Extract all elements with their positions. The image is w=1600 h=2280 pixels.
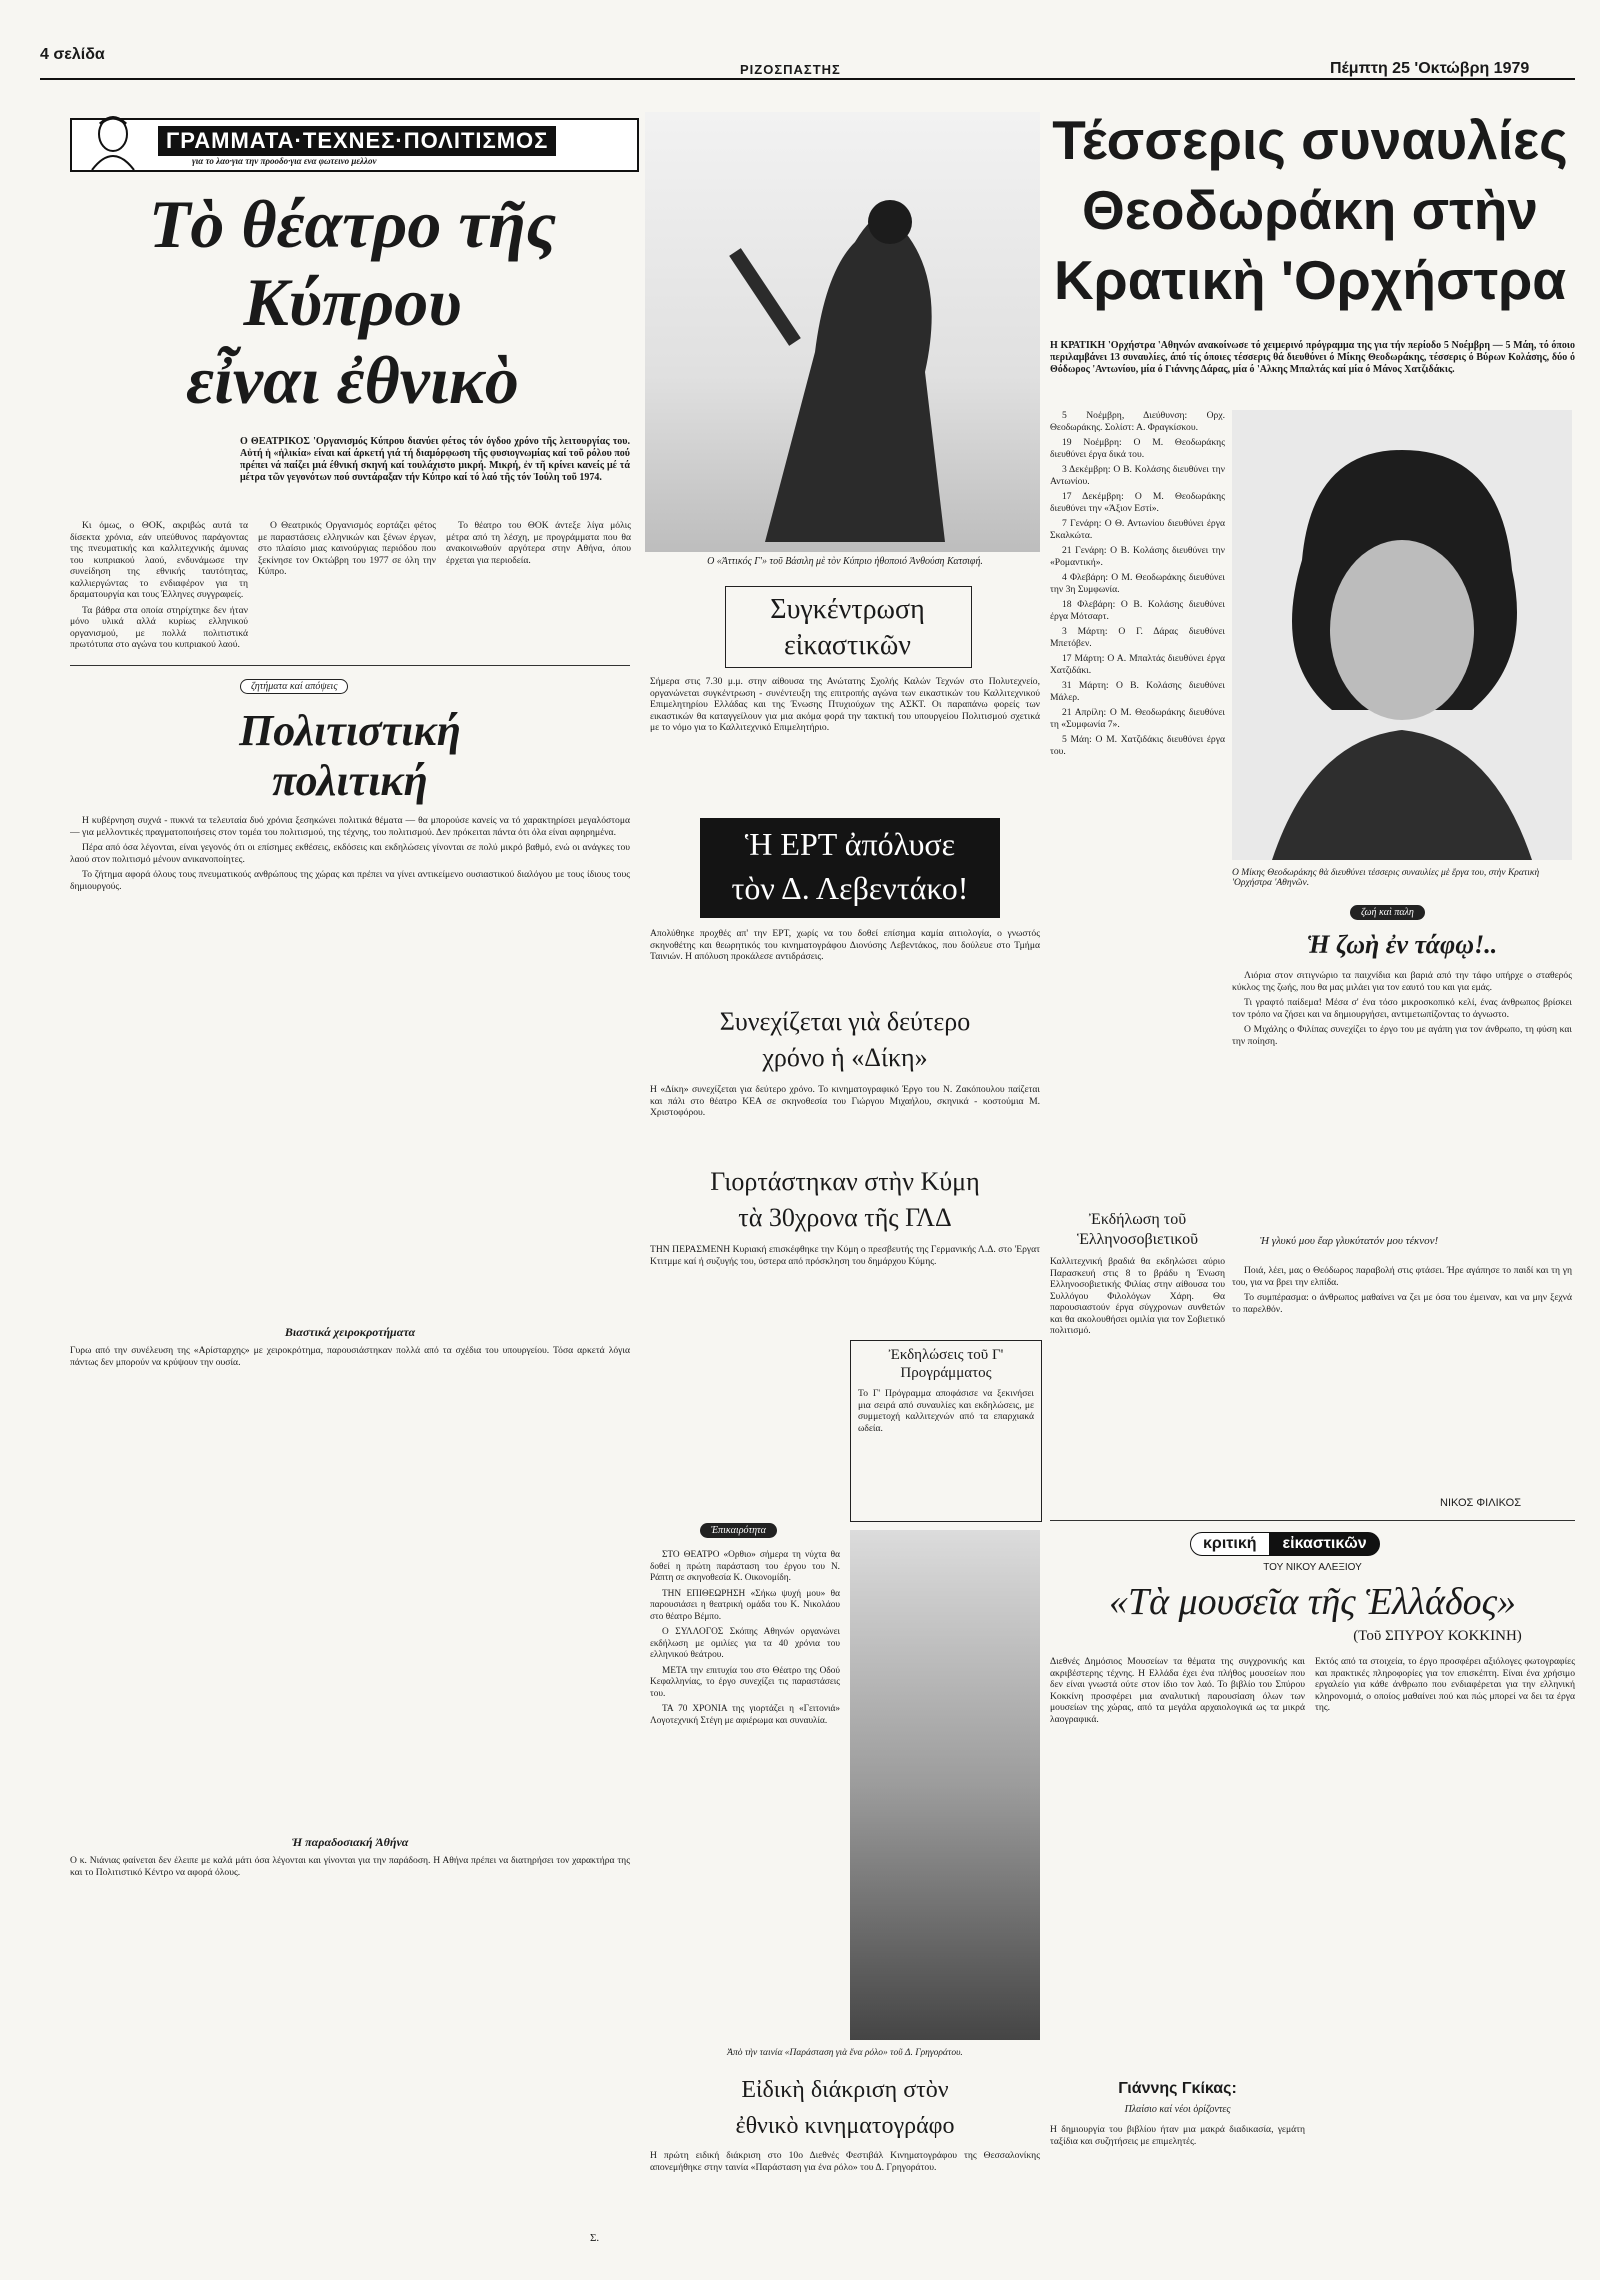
- statue-caption: Ο «Ἀττικός Γ'» τοῦ Βάσιλη μὲ τὸν Κύπριο ἡθοποιό Ἀνθούση Κατσιφή.: [707, 556, 983, 567]
- exhibition-headline-line1: Συγκέντρωση: [770, 594, 925, 625]
- cultural-policy-headline-line1: Πολιτιστική: [239, 706, 461, 755]
- exhibition-headline: [725, 592, 970, 664]
- cultural-policy-tag-wrap: [240, 676, 348, 694]
- schedule-item: 3 Δεκέμβρη: Ο Β. Κολάσης διευθύνει την Αντωνίου.: [1050, 464, 1225, 487]
- schedule-item: 4 Φλεβάρη: Ο Μ. Θεοδωράκης διευθύνει την 3η Συμφωνία.: [1050, 572, 1225, 595]
- schedule-item: 31 Μάρτη: Ο Β. Κολάσης διευθύνει Μάλερ.: [1050, 680, 1225, 703]
- section-banner-slogan: για το λαο·για την προοδο·για ενα φωτεινο μελλον: [192, 156, 377, 166]
- schedule-item: 17 Μάρτη: Ο Α. Μπαλτάς διευθύνει έργα Χατζιδάκι.: [1050, 653, 1225, 676]
- ert-headline: [700, 818, 1000, 918]
- kymi-headline-line2: τὰ 30χρονα τῆς ΓΛΔ: [738, 1203, 952, 1232]
- agenda-item: ΤΗΝ ΕΠΙΘΕΩΡΗΣΗ «Σήκω ψυχή μου» θα παρουσιάσει η θεατρική ομάδα του Κ. Νικολάου στο θέατρο Βέμπο.: [650, 1588, 840, 1622]
- life-para: Το συμπέρασμα: ο άνθρωπος μαθαίνει να ζει με όσα του έμειναν, και να μην ξεχνά το παρελθόν.: [1232, 1292, 1572, 1315]
- cultural-policy-headline-line2: πολιτική: [272, 756, 428, 805]
- schedule-item: 18 Φλεβάρη: Ο Β. Κολάσης διευθύνει έργα Μότσαρτ.: [1050, 599, 1225, 622]
- schedule-item: 5 Μάη: Ο Μ. Χατζιδάκις διευθύνει έργα του.: [1050, 734, 1225, 757]
- cp-para: Το ζήτημα αφορά όλους τους πνευματικούς ανθρώπους της χώρας και πρέπει να γίνει αντικείμενο ουσιαστικού διαλόγου με τους ίδιους τους δημιουργούς.: [70, 869, 630, 892]
- theodorakis-headline-line2: Θεοδωράκη στὴν: [1081, 179, 1539, 241]
- divider: [1050, 1520, 1575, 1521]
- schedule-item: 3 Μάρτη: Ο Γ. Δάρας διευθύνει Μπετόβεν.: [1050, 626, 1225, 649]
- agenda-item: ΣΤΟ ΘΕΑΤΡΟ «Ορθιο» σήμερα τη νύχτα θα δοθεί η πρώτη παράσταση του έργου του Ν. Ράπτη σε σκηνοθεσία Κ. Οικονομίδη.: [650, 1550, 840, 1583]
- theatre-col2: [258, 520, 436, 655]
- cultural-policy-headline: [70, 706, 630, 806]
- agenda-tag-wrap: [700, 1520, 777, 1538]
- cp-subsection-text: Ο κ. Νιάνιας φαίνεται δεν έλειπε με καλά μάτι όσα λέγονται και γίνονται για την παράδοση. Η Αθήνα πρέπει να διατηρήσει τον χαρακτήρα της και το Πολιτιστικό Κέντρο να αφορά όλους.: [70, 1855, 630, 1878]
- kymi-sidebar-text: Το Γ' Πρόγραμμα αποφάσισε να ξεκινήσει μια σειρά από συναυλίες και εκδηλώσεις, με συμμετοχή καλλιτεχνών από τα επαρχιακά ωδεία.: [858, 1388, 1034, 1434]
- agenda-item: ΜΕΤΑ την επιτυχία του στο Θέατρο της Οδού Κεφαλληνίας, το έργο συνεχίζει τις παραστάσεις του.: [650, 1665, 840, 1699]
- theatre-headline-line3: εἶναι ἐθνικὸ: [186, 342, 519, 418]
- theatre-para: Τα βάθρα στα οποία στηρίχτηκε δεν ήταν μόνο υλικά αλλά κυρίως ελληνικού οργανισμού, με πολλά πολιτιστικά πρωτότυπα στο αγώνα του κυπριακού λαού.: [70, 604, 248, 650]
- life-headline: Ἡ ζωὴ ἐν τάφῳ!..: [1306, 930, 1498, 959]
- theatre-para: Κι όμως, ο ΘΟΚ, ακριβώς αυτά τα δίσεκτα χρόνια, εάν υπεύθυνος παράγοντας της πνευματικής και καλλιτεχνικής άμυνας του κυπριακού λαού, ενδυνάμωσε την συνείδηση της εθνικής ταυτότητας, καλλιεργώντας το ενδιαφέρον για τη δραματουργία και τους Έλληνες συγγραφείς.: [70, 520, 248, 600]
- theatre-headline-line1: Τὸ θέατρο τῆς: [148, 186, 557, 262]
- cp-subsection-text: Γυρω από την συνέλευση της «Αρίσταρχης» με χειροκρότημα, παρουσιάστηκαν πολλά από τα σχέδια του υπουργείου. Τόσα αρκετά λόγια πάντως δεν μπορούν να κρύψουν την ουσία.: [70, 1345, 630, 1368]
- theatre-para: Το θέατρο του ΘΟΚ άντεξε λίγα μόλις μέτρα από τη λέσχη, με προγράμματα που θα ανακοινωθούν αργότερα στην Αθήνα, όπου έρχεται για περιοδεία.: [446, 520, 631, 566]
- museums-tag-row: [1190, 1532, 1380, 1556]
- ert-text: Απολύθηκε προχθές απ' την ΕΡΤ, χωρίς να του δοθεί επίσημα καμία αιτιολογία, ο γνωστός σκηνοθέτης και θεωρητικός του κινηματογράφου Διονύσης Λεβεντάκος, που δούλευε στο Τμήμα Ταινιών. Η απόλυση προκάλεσε αντιδράσεις.: [650, 928, 1040, 962]
- ert-headline-line1: Ἡ ΕΡΤ ἀπόλυσε: [744, 826, 956, 862]
- theatre-headline: [70, 185, 635, 419]
- section-banner-title: ΓΡΑΜΜΑΤΑ·ΤΕΧΝΕΣ·ΠΟΛΙΤΙΣΜΟΣ: [158, 126, 556, 156]
- museums-tag-left: κριτική: [1190, 1532, 1270, 1556]
- newspaper-name: ΡΙΖΟΣΠΑΣΤΗΣ: [740, 62, 841, 77]
- exhibition-headline-line2: εἰκαστικῶν: [784, 630, 911, 661]
- life-text2: [1232, 1265, 1572, 1493]
- life-para: Λιόρια στον σιτιγνώριο τα παιχνίδια και βαριά από την τάφο υπήρχε ο σταθερός κύκλος της ζωής, που θα μας μιλάει για τον εαυτό του και για εμάς.: [1232, 970, 1572, 993]
- schedule-item: 5 Νοέμβρη, Διεύθυνση: Ορχ. Θεοδωράκης. Σολίστ: Α. Φραγκίσκου.: [1050, 410, 1225, 433]
- section-banner: [70, 118, 639, 172]
- cp-para: Η κυβέρνηση συχνά - πυκνά τα τελευταία δυό χρόνια ξεσηκώνει πολιτικά θέματα — θα μπορούσε κανείς να τό χαρακτηρίσει μεγαλόστομα — για μελλοντικές πραγματοποιήσεις στον τομέα του πολιτισμού, της τέχνης, του πολιτισμού. Δεν πρόκειται πάντα ότι όλα είναι αφηρημένα.: [70, 815, 630, 838]
- cp-subsection-title: Ἡ παραδοσιακή Ἀθήνα: [291, 1835, 409, 1849]
- film-headline-line1: Εἰδικὴ διάκριση στὸν: [741, 2077, 949, 2103]
- film-headline: [650, 2072, 1040, 2144]
- agenda-list: [650, 1550, 840, 2085]
- life-text: [1232, 970, 1572, 1228]
- theodorakis-caption: Ο Μίκης Θεοδωράκης θὰ διευθύνει τέσσερις συναυλίες μὲ ἔργα του, στὴν Κρατικὴ 'Ορχήστρα 'Αθηνῶν.: [1232, 868, 1540, 888]
- kymi-headline-line1: Γιορτάστηκαν στὴν Κύμη: [710, 1167, 980, 1196]
- diki-text: Η «Δίκη» συνεχίζεται για δεύτερο χρόνο. Το κινηματογραφικό Έργο του Ν. Ζακόπουλου παίζεται και πάλι στο θέατρο ΚΕΑ σε σκηνοθεσία του Γιώργου Μιχαήλου, σκηνικά - κοστούμια Μ. Χριστοφόρου.: [650, 1084, 1040, 1118]
- diki-headline-line2: χρόνο ἡ «Δίκη»: [762, 1043, 928, 1072]
- page-number: 4 σελίδα: [40, 46, 105, 63]
- schedule-item: 21 Γενάρη: Ο Β. Κολάσης διευθύνει την «Ρομαντική».: [1050, 545, 1225, 568]
- life-para: Ποιά, λέει, μας ο Θεόδωρος παραβολή στις φτάσει. Ήρε αγάπησε το παιδί και τη γη του, για να βρει την ελπίδα.: [1232, 1265, 1572, 1288]
- theodorakis-schedule: [1050, 410, 1225, 1200]
- masthead-rule: [40, 78, 1575, 80]
- film-photo: [850, 1530, 1040, 2040]
- society-headline-line2: Ἑλληνοσοβιετικοῦ: [1076, 1231, 1199, 1248]
- film-caption: Ἀπὸ τὴν ταινία «Παράσταση γιὰ ἕνα ρόλο» τοῦ Δ. Γρηγοράτου.: [727, 2048, 963, 2058]
- diki-headline: [650, 1004, 1040, 1076]
- life-signature: ΝΙΚΟΣ ΦΙΛΙΚΟΣ: [1440, 1497, 1522, 1509]
- theatre-col1: [70, 520, 248, 655]
- theodorakis-headline-line3: Κρατικὴ 'Ορχήστρα: [1053, 249, 1567, 311]
- museums-col2: Εκτός από τα στοιχεία, το έργο προσφέρει αξιόλογες φωτογραφίες και πρακτικές πληροφορίες για τον επισκέπτη. Είναι ένα χρήσιμο εργαλείο για κάθε άνθρωπο που ενδιαφέρεται για την ελληνική κληρονομιά, ο οποίος μαθαίνει πού και πώς μπορεί να δει τα έργα της.: [1315, 1656, 1575, 1713]
- life-para: Τι γραφτό παίδεμα! Μέσα σ' ένα τόσο μικροσκοπικό κελί, ένας άνθρωπος βρίσκει τον τρόπο να ζήσει και να δημιουργήσει, αντιμετωπίζοντας το άγνωστο.: [1232, 997, 1572, 1020]
- bust-logo-icon: [82, 112, 144, 170]
- agenda-tag: Ἐπικαιρότητα: [700, 1523, 777, 1538]
- ert-headline-line2: τὸν Δ. Λεβεντάκο!: [731, 870, 969, 906]
- theatre-para: Ο Θεατρικός Οργανισμός εορτάζει φέτος με παραστάσεις ελληνικών και ξένων έργων, στο πλαίσιο μιας καινούργιας περιόδου που ξεκίνησε τον Οκτώβρη του 1977 σε όλη την Κύπρο.: [258, 520, 436, 577]
- museums-sig-sub: Πλαίσιο καί νέοι ὁρίζοντες: [1124, 2104, 1231, 2115]
- society-headline-line1: Ἐκδήλωση τοῦ: [1088, 1211, 1187, 1228]
- museums-sig-title: Γιάννης Γκίκας:: [1118, 2080, 1237, 2097]
- cp-para: Πέρα από όσα λέγονται, είναι γεγονός ότι οι επίσημες εκθέσεις, εκδόσεις και εκδηλώσεις γίνονται σε πολύ μικρό βαθμό, ενώ οι ανάγκες του λαού στον πολιτισμό μένουν ανικανοποίητες.: [70, 842, 630, 865]
- museums-author: ΤΟΥ ΝΙΚΟΥ ΑΛΕΞΙΟΥ: [1263, 1562, 1362, 1573]
- theatre-lead: Ο ΘΕΑΤΡΙΚΟΣ 'Οργανισμός Κύπρου διανύει φέτος τόν όγδοο χρόνο τῆς λειτουργίας του. Αὐτή ἡ «ἡλικία» είναι καί άρκετή γιά τή διαμόρφωση τῆς φυσιογνωμίας καί τοῦ ρόλου πού πρέπει νά παίζει μιά έθνική σκηνή καί τουλάχιστο μικρή. Μικρή, ἐν τῆ κρίνει κανείς μέ τά μέτρα τῶν γεγονότων πού συντάραξαν τήν Κύπρο καί τό λαό τῆς τόν Ἰούλη τοῦ 1974.: [240, 436, 630, 483]
- museums-tag-right: εἰκαστικῶν: [1270, 1532, 1380, 1556]
- life-tag: ζωή καὶ παλη: [1350, 905, 1425, 920]
- agenda-item: Ο ΣΥΛΛΟΓΟΣ Σκόπης Αθηνών οργανώνει εκδήλωση με ομιλίες για τα 40 χρόνια του ελληνικού θεάτρου.: [650, 1627, 840, 1660]
- agenda-item: ΤΑ 70 ΧΡΟΝΙΑ της γιορτάζει η «Γειτονιά» Λογοτεχνική Στέγη με αφιέρωμα και συναυλία.: [650, 1704, 840, 1726]
- schedule-item: 19 Νοέμβρη: Ο Μ. Θεοδωράκης διευθύνει έργα δικά του.: [1050, 437, 1225, 460]
- kymi-text: ΤΗΝ ΠΕΡΑΣΜΕΝΗ Κυριακή επισκέφθηκε την Κύμη ο πρεσβευτής της Γερμανικής Λ.Δ. στο 'Εργατ Κτιτμμε καί ή συζυγής του, ύστερα από πρόσκληση του δημάρχου Κύμης.: [650, 1244, 1040, 1267]
- life-tag-wrap: [1350, 902, 1425, 920]
- exhibition-text: Σήμερα στις 7.30 μ.μ. στην αίθουσα της Ανώτατης Σχολής Καλών Τεχνών στο Πολυτεχνείο, οργανώνεται συγκέντρωση - συνέντευξη της επιτροπής αγώνα των εικαστικών του Καλλιτεχνικού Επιμελητηρίου Ελλάδας και της Ένωσης Πτυχιούχων της ΑΣΚΤ. Οι παραπάνω φορείς των εικαστικών θα καταγγείλουν για μια ακόμα φορά την τακτική του υπουργείου Πολιτισμού σχετικά με το νόμο για το Καλλιτεχνικό Επιμελητήριο.: [650, 676, 1040, 733]
- schedule-item: 7 Γενάρη: Ο Θ. Αντωνίου διευθύνει έργα Σκαλκώτα.: [1050, 518, 1225, 541]
- statue-photo: [645, 112, 1040, 552]
- theodorakis-lead: Η ΚΡΑΤΙΚΗ 'Ορχήστρα 'Αθηνών ανακοίνωσε τό χειμερινό πρόγραμμα της για τήν περίοδο 5 Νοέμβρη — 5 Μάη, τό όποιο περιλαμβάνει 13 συναυλίες, άπό τίς όποιες τέσσερις θά διευθύνει ό Μίκης Θεοδωράκης, τέσσερις ό Βύρων Κολάσης, δύο ό Θόδωρος 'Αντωνίου, μία ό Γιάννης Δάρας, μία ό 'Αλκης Μπαλτάς καί μία ό Μάνος Χατζιδάκις.: [1050, 340, 1575, 375]
- cultural-policy-body: [70, 815, 630, 1315]
- museums-subhead: (Τοῦ ΣΠΥΡΟΥ ΚΟΚΚΙΝΗ): [1353, 1628, 1522, 1644]
- theodorakis-portrait: [1232, 410, 1572, 860]
- theatre-headline-line2: Κύπρου: [243, 264, 462, 340]
- schedule-item: 17 Δεκέμβρη: Ο Μ. Θεοδωράκης διευθύνει την «Άξιον Εστί».: [1050, 491, 1225, 514]
- society-text: Καλλιτεχνική βραδιά θα εκδηλώσει αύριο Παρασκευή στις 8 το βράδυ η Ένωση Ελληνοσοβιετικής Φιλίας στην αίθουσα του Συλλόγου Φιλολόγων Χάρη. Θα παρουσιαστούν έργα σύγχρονων συνθετών και θα ακολουθήσει ομιλία για τον Σοβιετικό πολιτισμό.: [1050, 1256, 1225, 1336]
- kymi-headline: [650, 1164, 1040, 1236]
- theodorakis-headline: [1045, 105, 1575, 315]
- kymi-sidebar-title: Ἐκδηλώσεις τοῦ Γ' Προγράμματος: [888, 1347, 1004, 1381]
- life-para: Ο Μιχάλης ο Φιλίπας συνεχίζει το έργο του με αγάπη για τον άνθρωπο, τη φύση και την ποίηση.: [1232, 1024, 1572, 1047]
- museums-sig-text: Η δημιουργία του βιβλίου ήταν μια μακρά διαδικασία, γεμάτη ταξίδια και συζητήσεις με επιμελητές.: [1050, 2124, 1305, 2147]
- film-headline-line2: ἐθνικὸ κινηματογράφο: [735, 2113, 955, 2139]
- cultural-policy-tag: ζητήματα καί απόψεις: [240, 679, 348, 694]
- museums-col1: Διεθνές Δημόσιος Μουσείων τα θέματα της συγχρονικής και ακριβέστερης τέχνης. Η Ελλάδα έχει ένα πλήθος μουσείων που δεν είναι γνωστά ούτε στον ίδιο τον λαό. Το βιβλίο του Σπύρου Κοκκίνη προσφέρει μια αναλυτική παρουσίαση όλων των μουσείων της χώρας, από τα μεγάλα αρχαιολογικά ως τα μικρά λαογραφικά.: [1050, 1656, 1305, 1725]
- theatre-col3: [446, 520, 631, 655]
- film-text: Η πρώτη ειδική διάκριση στο 10ο Διεθνές Φεστιβάλ Κινηματογράφου της Θεσσαλονίκης απονεμήθηκε στην ταινία «Παράσταση για ένα ρόλο» του Δ. Γρηγοράτου.: [650, 2150, 1040, 2173]
- issue-date: Πέμπτη 25 'Οκτώβρη 1979: [1330, 60, 1530, 77]
- cp-subsection-title: Βιαστικά χειροκροτήματα: [284, 1325, 416, 1339]
- cp-signature: Σ.: [590, 2232, 600, 2244]
- theodorakis-headline-line1: Τέσσερις συναυλίες: [1052, 109, 1568, 171]
- life-quote: Ἡ γλυκύ μου ἔαρ γλυκύτατόν μου τέκνον!: [1260, 1235, 1439, 1247]
- diki-headline-line1: Συνεχίζεται γιὰ δεύτερο: [719, 1007, 971, 1036]
- divider: [70, 665, 630, 666]
- society-headline: [1050, 1210, 1225, 1250]
- museums-headline: «Τὰ μουσεῖα τῆς Ἑλλάδος»: [1108, 1581, 1517, 1623]
- schedule-item: 21 Απρίλη: Ο Μ. Θεοδωράκης διευθύνει τη «Συμφωνία 7».: [1050, 707, 1225, 730]
